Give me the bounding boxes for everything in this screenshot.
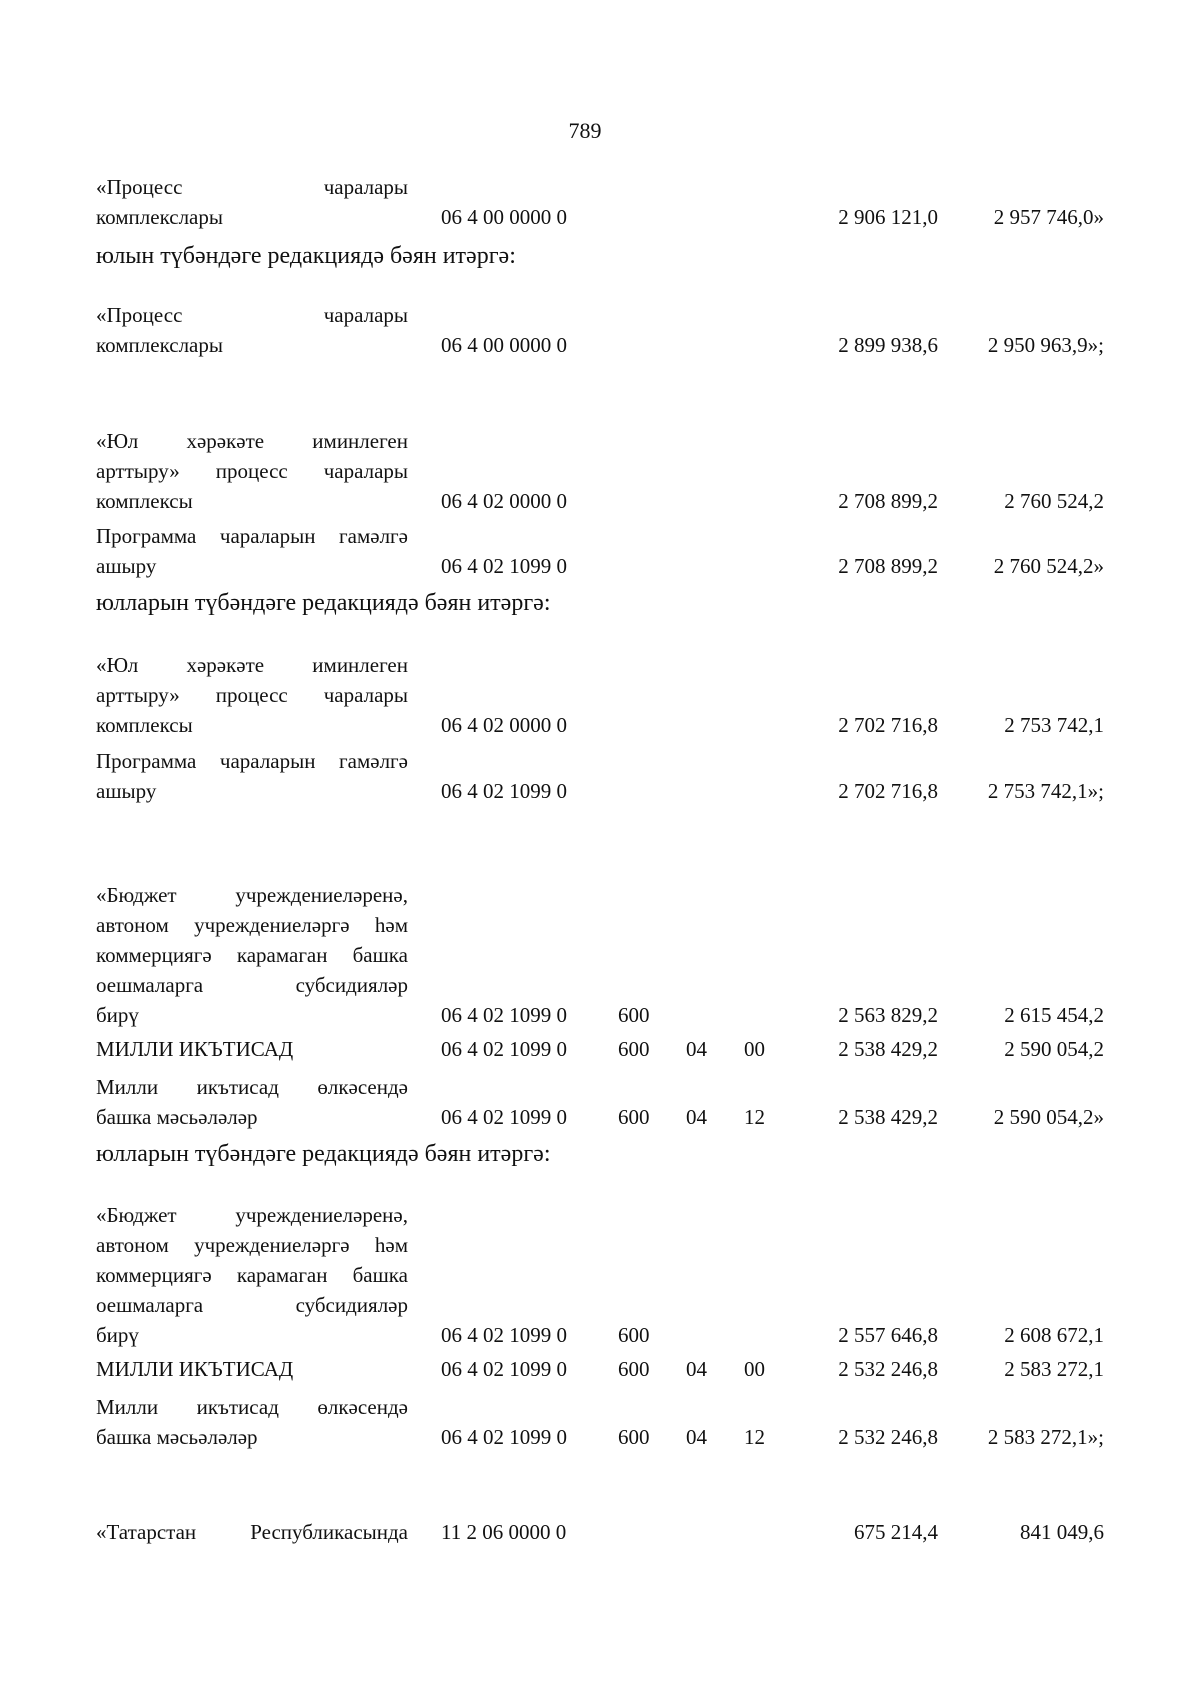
budget-line-name	[96, 1034, 408, 1064]
expense-type-code: 600	[618, 1323, 650, 1347]
budget-line-name-text: коммерциягә карамаган башка	[96, 943, 408, 967]
budget-line-name-text: «Процесс чаралары	[96, 175, 408, 199]
budget-line-name	[96, 1354, 408, 1384]
subsection-code: 00	[744, 1357, 765, 1381]
amount-year-2: 2 615 454,2	[1004, 1003, 1104, 1027]
classification-code: 06 4 02 1099 0	[441, 1037, 567, 1061]
amount-year-1: 2 557 646,8	[838, 1323, 938, 1347]
amount-year-2: 2 950 963,9»;	[987, 333, 1104, 357]
classification-code: 06 4 00 0000 0	[441, 333, 567, 357]
budget-line-name-text: бирү	[96, 1003, 139, 1027]
budget-line-name-text: комплексы	[96, 713, 193, 737]
amendment-caption: юлын түбәндәге редакциядә бәян итәргә:	[96, 243, 516, 269]
classification-code: 06 4 02 1099 0	[441, 779, 567, 803]
amount-year-2: 2 957 746,0»	[993, 205, 1104, 229]
expense-type-code: 600	[618, 1425, 650, 1449]
expense-type-code: 600	[618, 1105, 650, 1129]
expense-type-code: 600	[618, 1003, 650, 1027]
classification-code: 06 4 02 1099 0	[441, 1105, 567, 1129]
classification-code: 06 4 02 1099 0	[441, 1425, 567, 1449]
budget-line-name	[96, 650, 408, 740]
budget-line-name-text: «Процесс чаралары	[96, 303, 408, 327]
amount-year-1: 2 899 938,6	[838, 333, 938, 357]
amendment-caption: юлларын түбәндәге редакциядә бәян итәргә:	[96, 1141, 551, 1167]
amount-year-1: 2 563 829,2	[838, 1003, 938, 1027]
budget-line-name-text: башка мәсьәләләр	[96, 1425, 258, 1449]
budget-line-name-text: комплексы	[96, 489, 193, 513]
amount-year-2: 2 590 054,2»	[993, 1105, 1104, 1129]
classification-code: 06 4 02 0000 0	[441, 713, 567, 737]
amount-year-1: 2 532 246,8	[838, 1425, 938, 1449]
budget-line-name-text: оешмаларга субсидияләр	[96, 1293, 408, 1317]
amount-year-2: 2 753 742,1»;	[987, 779, 1104, 803]
expense-type-code: 600	[618, 1357, 650, 1381]
amount-year-2: 2 608 672,1	[1004, 1323, 1104, 1347]
classification-code: 06 4 02 1099 0	[441, 1003, 567, 1027]
budget-line-name-text: МИЛЛИ ИКЪТИСАД	[96, 1037, 294, 1061]
subsection-code: 00	[744, 1037, 765, 1061]
budget-line-name-text: «Юл хәрәкәте иминлеген	[96, 429, 408, 453]
amendment-caption: юлларын түбәндәге редакциядә бәян итәргә:	[96, 590, 551, 616]
amount-year-1: 2 702 716,8	[838, 713, 938, 737]
budget-line-name-text: Программа чараларын гамәлгә	[96, 524, 408, 548]
amount-year-2: 2 760 524,2	[1004, 489, 1104, 513]
amount-year-1: 675 214,4	[854, 1520, 938, 1544]
budget-line-name-text: арттыру» процесс чаралары	[96, 459, 408, 483]
budget-line-name	[96, 300, 408, 360]
budget-line-name-text: башка мәсьәләләр	[96, 1105, 258, 1129]
budget-line-name-text: «Бюджет учреждениеләренә,	[96, 883, 408, 907]
budget-line-name-text: ашыру	[96, 554, 157, 578]
budget-line-name-text: «Бюджет учреждениеләренә,	[96, 1203, 408, 1227]
budget-line-name-text: автоном учреждениеләргә һәм	[96, 1233, 408, 1257]
classification-code: 06 4 02 1099 0	[441, 1323, 567, 1347]
budget-line-name-text: «Юл хәрәкәте иминлеген	[96, 653, 408, 677]
budget-line-name-text: ашыру	[96, 779, 157, 803]
budget-line-name	[96, 172, 408, 232]
subsection-code: 12	[744, 1105, 765, 1129]
budget-line-name-text: автоном учреждениеләргә һәм	[96, 913, 408, 937]
section-code: 04	[686, 1425, 707, 1449]
budget-line-name-text: Милли икътисад өлкәсендә	[96, 1395, 408, 1419]
budget-line-name	[96, 1200, 408, 1350]
budget-line-name-text: комплекслары	[96, 205, 223, 229]
classification-code: 06 4 02 1099 0	[441, 554, 567, 578]
section-code: 04	[686, 1037, 707, 1061]
budget-line-name-text: Милли икътисад өлкәсендә	[96, 1075, 408, 1099]
amount-year-2: 2 753 742,1	[1004, 713, 1104, 737]
section-code: 04	[686, 1357, 707, 1381]
amount-year-1: 2 532 246,8	[838, 1357, 938, 1381]
section-code: 04	[686, 1105, 707, 1129]
budget-line-name-text: Программа чараларын гамәлгә	[96, 749, 408, 773]
budget-line-name-text: арттыру» процесс чаралары	[96, 683, 408, 707]
budget-line-name-text: МИЛЛИ ИКЪТИСАД	[96, 1357, 294, 1381]
budget-line-name	[96, 746, 408, 806]
budget-line-name	[96, 1072, 408, 1132]
budget-line-name	[96, 880, 408, 1030]
classification-code: 06 4 02 0000 0	[441, 489, 567, 513]
budget-line-name-text: оешмаларга субсидияләр	[96, 973, 408, 997]
budget-line-name-text: коммерциягә карамаган башка	[96, 1263, 408, 1287]
budget-line-name	[96, 1392, 408, 1452]
budget-line-name-text: комплекслары	[96, 333, 223, 357]
budget-line-name-text: «Татарстан Республикасында	[96, 1520, 408, 1544]
amount-year-2: 2 590 054,2	[1004, 1037, 1104, 1061]
budget-line-name	[96, 1517, 408, 1547]
amount-year-2: 2 583 272,1»;	[987, 1425, 1104, 1449]
budget-line-name	[96, 521, 408, 581]
expense-type-code: 600	[618, 1037, 650, 1061]
classification-code: 11 2 06 0000 0	[441, 1520, 567, 1544]
amount-year-2: 2 583 272,1	[1004, 1357, 1104, 1381]
amount-year-2: 2 760 524,2»	[993, 554, 1104, 578]
amount-year-1: 2 906 121,0	[838, 205, 938, 229]
amount-year-1: 2 538 429,2	[838, 1037, 938, 1061]
amount-year-1: 2 702 716,8	[838, 779, 938, 803]
amount-year-1: 2 708 899,2	[838, 489, 938, 513]
classification-code: 06 4 00 0000 0	[441, 205, 567, 229]
budget-line-name	[96, 426, 408, 516]
subsection-code: 12	[744, 1425, 765, 1449]
classification-code: 06 4 02 1099 0	[441, 1357, 567, 1381]
page-number: 789	[568, 118, 602, 143]
amount-year-1: 2 708 899,2	[838, 554, 938, 578]
amount-year-1: 2 538 429,2	[838, 1105, 938, 1129]
budget-line-name-text: бирү	[96, 1323, 139, 1347]
amount-year-2: 841 049,6	[1020, 1520, 1104, 1544]
